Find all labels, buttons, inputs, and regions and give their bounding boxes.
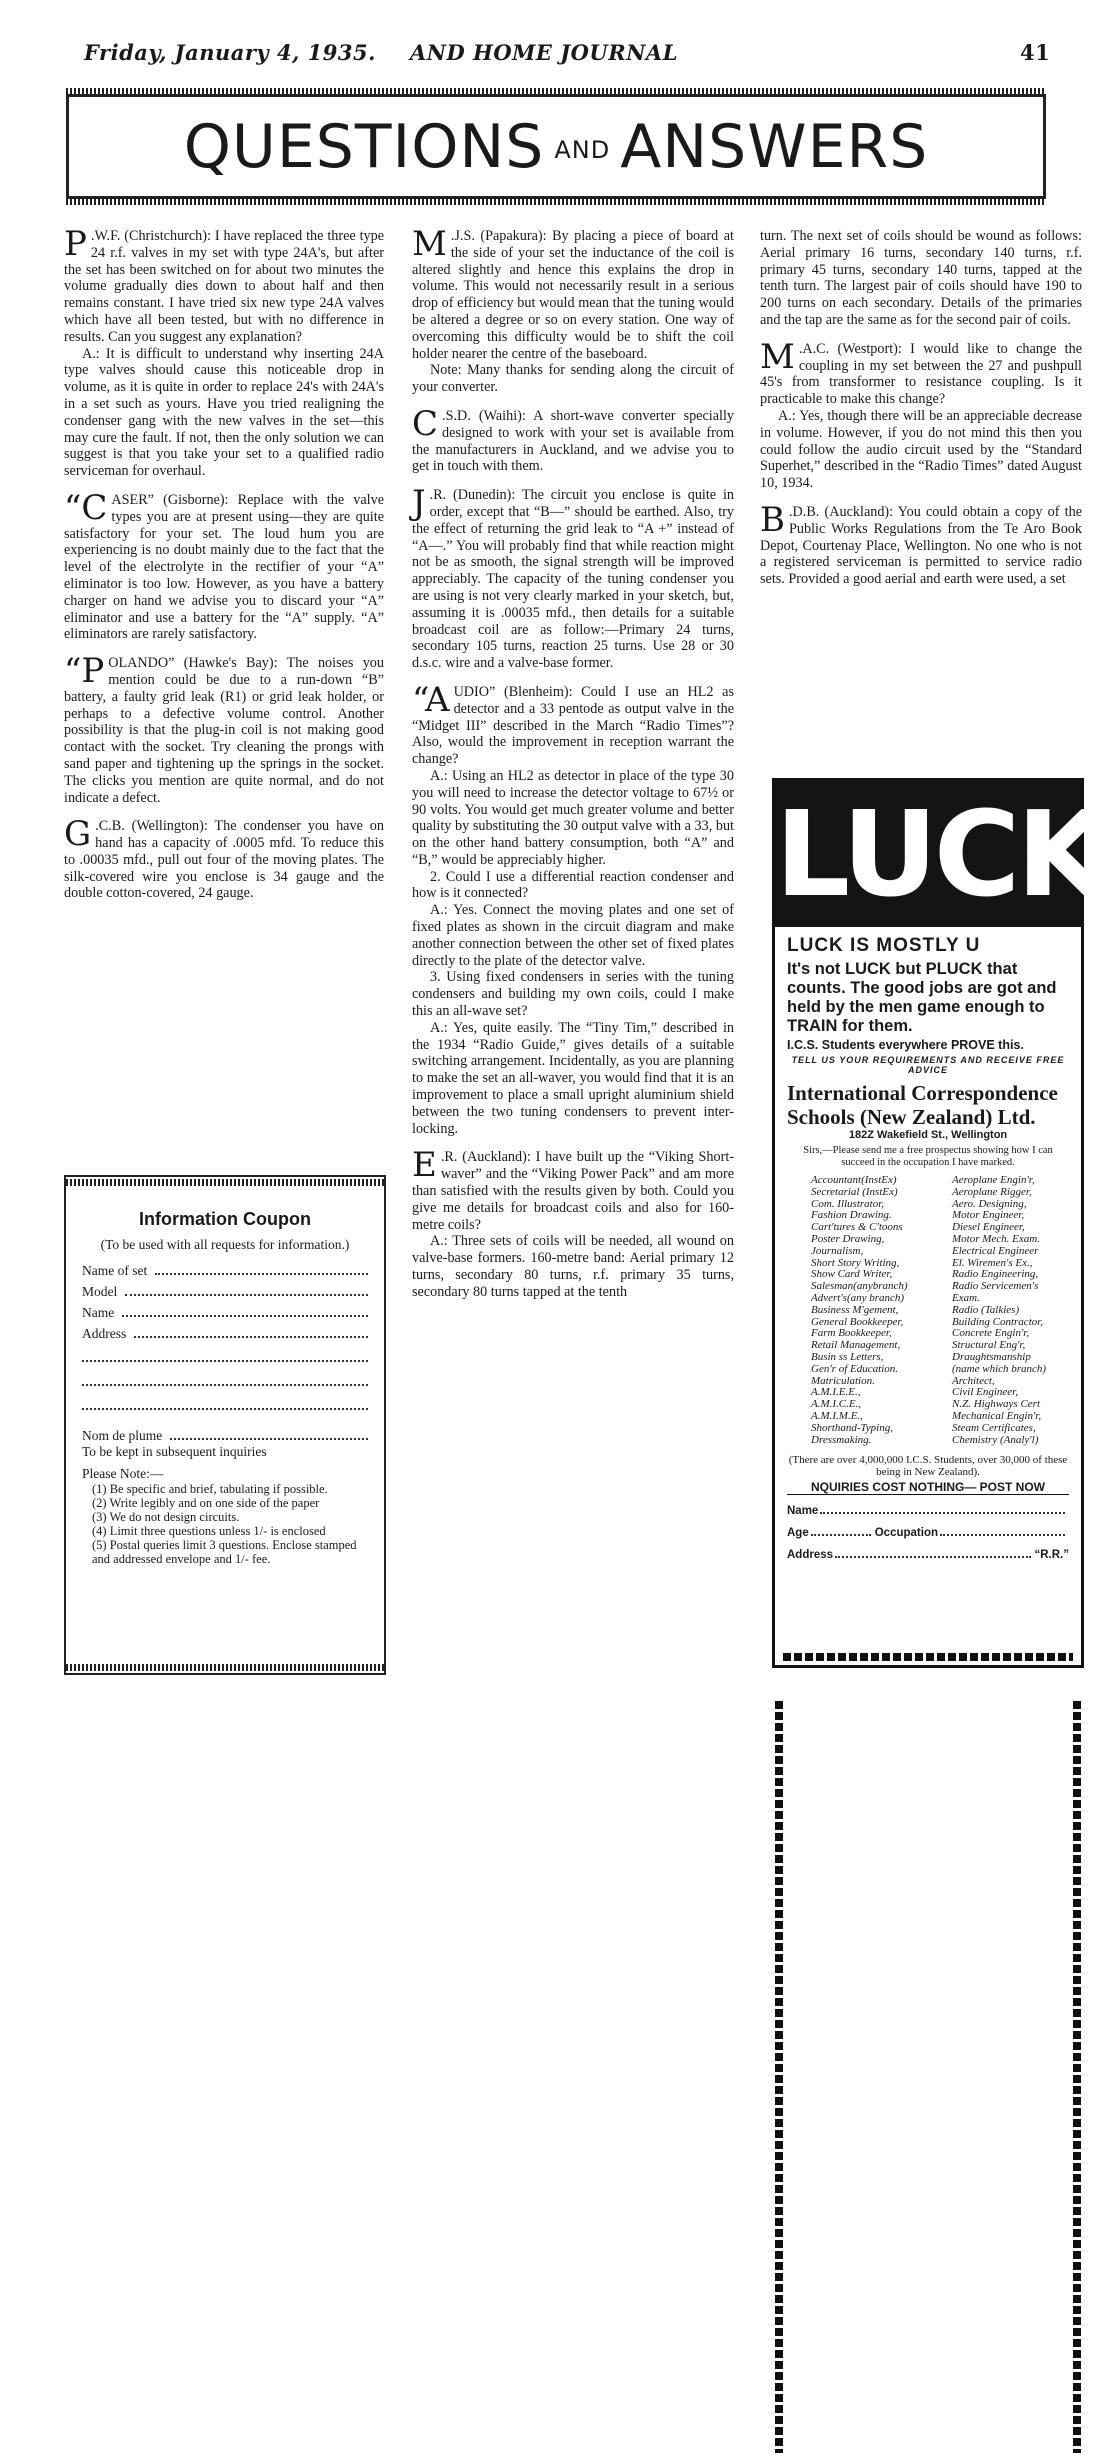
coupon-subtitle: (To be used with all requests for information.) [100,1237,350,1252]
banner-word-questions: QUESTIONS [183,111,545,182]
drop-cap: M [760,336,795,377]
coupon-note: (3) We do not design circuits. [92,1510,240,1524]
course-option[interactable]: Radio Servicemen's [952,1280,1039,1293]
model-field[interactable]: Model [82,1284,368,1300]
banner-word-answers: ANSWERS [620,111,929,182]
course-option[interactable]: Busin ss Letters, [811,1350,884,1363]
drop-cap: E [412,1145,437,1186]
coupon-note: (2) Write legibly and on one side of the paper [92,1496,320,1510]
course-option[interactable]: Journalism, [811,1244,864,1257]
answer-text: A.: Yes, though there will be an appreciable decrease in volume. However, if you do not mind this then you could follow the audio circuit used by the “Standard Superhet,” described in the “Radio Times” dated August 10, 1934. [760,407,1082,492]
issue-date: Friday, January 4, 1935. [84,40,376,65]
drop-cap: “P [64,651,105,692]
drop-cap: M [412,224,447,264]
ad-code: “R.R.” [1034,1549,1069,1562]
course-option[interactable]: Radio (Talkies) [952,1303,1020,1316]
course-option[interactable]: Chemistry (Analy'l) [952,1433,1039,1446]
course-option[interactable]: Show Card Writer, [811,1268,893,1281]
question-text: 2. Could I use a differential reaction condenser and how is it connected? [412,868,734,902]
address-line[interactable] [82,1384,368,1390]
note-text: Note: Many thanks for sending along the circuit of your converter. [412,362,734,396]
drop-cap: “A [412,679,450,720]
answer-text: A.: Using an HL2 as detector in place of the type 30 you will need to increase the detector voltage to 67½ or 90 volts. You would get much greater volume and better quality by substituting the 30 output valve with a 33, but on the other hand battery consumption, both “A” and “B,” would be appreciably higher. [412,767,734,868]
course-option[interactable]: Civil Engineer, [952,1386,1018,1399]
course-option[interactable]: Gen'r of Education. [811,1362,898,1375]
course-option[interactable]: (name which branch) [952,1362,1047,1375]
ad-advice: TELL US YOUR REQUIREMENTS AND RECEIVE FREE ADVICE [791,1055,1065,1075]
answer-text: ASER” (Gisborne): Replace with the valve types you are at present using—they are quite satisfactory for your set. The loud hum you are experiencing is no doubt mainly due to the fact that the level of the electrolyte in the rectifier of your “A” eliminator is too low. However, as you have a battery charger on hand we advise you to discard your “A” eliminator and use a battery for the “A” supply. “A” eliminators are rarely satisfactory. [64,491,384,643]
course-option[interactable]: Mechanical Engin'r, [952,1409,1042,1422]
course-option[interactable]: Concrete Engin'r, [952,1327,1030,1340]
course-option[interactable]: Draughtsmanship [952,1350,1031,1363]
luck-headline: LUCK [775,781,1081,927]
students-note: (There are over 4,000,000 I.C.S. Students, over 30,000 of these being in New Zealand). [788,1454,1068,1479]
course-option[interactable]: Retail Management, [811,1339,901,1352]
course-option[interactable]: Building Contractor, [952,1315,1044,1328]
coupon-title: Information Coupon [139,1209,311,1229]
question-text: .A.C. (Westport): I would like to change the coupling in my set between the 27 and pushpull 45's from transformer to resistance coupling. Is it practicable to make this change? [760,340,1082,408]
school-address: 182Z Wakefield St., Wellington [848,1129,1008,1141]
ad-border-left [775,1701,783,2453]
course-option[interactable]: A.M.I.E.E., [811,1386,861,1399]
course-option[interactable]: Electrical Engineer [952,1244,1039,1257]
answer-text: .D.B. (Auckland): You could obtain a copy of the Public Works Regulations from the Te Aro Book Depot, Courtenay Place, Wellington. No one who is not a registered serviceman is permitted to service radio sets. Provided a good aerial and earth were used, a set [760,503,1082,588]
course-option[interactable]: Fashion Drawing. [811,1209,892,1222]
ics-advertisement [772,778,1104,1668]
column-1 [64,224,384,902]
enquiries-banner: NQUIRIES COST NOTHING— POST NOW [787,1480,1069,1495]
course-option[interactable]: El. Wiremen's Ex., [952,1256,1033,1269]
course-option[interactable]: Dressmaking. [811,1433,872,1446]
course-option[interactable]: Salesman(anybranch) [811,1280,908,1293]
ad-name-field[interactable]: Name [787,1505,1069,1517]
address-field[interactable]: Address [82,1326,368,1342]
course-option[interactable]: A.M.I.C.E., [811,1398,862,1411]
ad-address-field[interactable]: Address “R.R.” [787,1549,1069,1562]
prospectus-request: Sirs,—Please send me a free prospectus showing how I can succeed in the occupation I have marked. [803,1145,1053,1168]
address-line[interactable] [82,1408,368,1414]
course-option[interactable]: N.Z. Highways Cert [952,1398,1041,1411]
course-column-left [787,1175,928,1446]
drop-cap: B [760,499,785,540]
section-banner [66,94,1046,199]
course-option[interactable]: Motor Mech. Exam. [952,1232,1040,1245]
school-name: International Correspondence Schools (New Zealand) Ltd. [787,1081,1058,1129]
please-note-heading: Please Note:— [82,1466,164,1481]
course-column-right [928,1175,1069,1446]
course-option[interactable]: Business M'gement, [811,1303,899,1316]
drop-cap: J [412,483,426,524]
publication-title: AND HOME JOURNAL [410,40,678,65]
answer-text: .J.S. (Papakura): By placing a piece of board at the side of your set the inductance of the coil is altered slightly and hence this explains the drop in volume. This would not necessarily result in a serious drop of efficiency but would mean that the tuning would be altered a degree or so on every station. One way of overcoming this difficulty would be to shift the coil holder nearer the centre of the baseboard. [412,228,734,362]
course-option[interactable]: Shorthand-Typing, [811,1421,893,1434]
banner-word-and: AND [554,135,611,164]
answer-text: .R. (Dunedin): The circuit you enclose is quite in order, except that “B—” should be earthed. Also, try the effect of returning the grid leak to “A +” instead of “A—.” You will probably find that while reaction might not be as smooth, the signal strength will be improved appreciably. The capacity of the tuning condenser you are using is not very clearly marked in your sketch, but, assuming it is .00035 mfd., then details for a suitable broadcast coil are as follow:—Primary 24 turns, secondary 105 turns, reaction 25 turns. Use 28 or 30 d.s.c. wire and a valve-base former. [412,487,734,672]
course-option[interactable]: Aeroplane Rigger, [952,1185,1032,1198]
coupon-note: (5) Postal queries limit 3 questions. Enclose stamped and addressed envelope and 1/- fee. [92,1538,357,1566]
course-option[interactable]: Aero. Designing, [952,1197,1027,1210]
coupon-note: (4) Limit three questions unless 1/- is enclosed [92,1524,326,1538]
course-option[interactable]: Farm Bookkeeper, [811,1327,892,1340]
nom-de-plume-field[interactable]: Nom de plume [82,1428,368,1444]
question-text: .W.F. (Christchurch): I have replaced the three type 24 r.f. valves in my set with type 24A's, but after the set has been switched on for about two minutes the volume gradually dies down to about half and then remains constant. I have tried six new type 24A valves which have all been tested, but with no difference in results. Can you suggest any explanation? [64,228,384,345]
column-2 [412,224,734,1301]
course-option[interactable]: Matriculation. [811,1374,875,1387]
column-3 [760,228,1082,588]
course-option[interactable]: Accountant(InstEx) [811,1174,897,1186]
course-option[interactable]: Advert's(any branch) [811,1291,905,1304]
course-option[interactable]: Structural Eng'r, [952,1339,1026,1352]
answer-text: A.: Three sets of coils will be needed, all wound on valve-base formers. 160-metre band: Aerial primary 12 turns, secondary 80 turns, r.f. primary 35 turns, secondary 80 turns tapped at the tenth [412,1233,734,1300]
name-field[interactable]: Name [82,1305,368,1321]
page-number: 41 [1020,40,1051,65]
course-option[interactable]: Diesel Engineer, [952,1221,1025,1234]
course-option[interactable]: Radio Engineering, [952,1268,1039,1281]
course-option[interactable]: Exam. [952,1291,980,1304]
course-option[interactable]: Aeroplane Engin'r, [952,1174,1035,1186]
drop-cap: “C [64,487,108,528]
address-line[interactable] [82,1360,368,1366]
course-option[interactable]: Cart'tures & C'toons [811,1221,903,1234]
ad-border-bottom [783,1653,1073,1661]
drop-cap: G [64,814,92,855]
ad-pitch: It's not LUCK but PLUCK that counts. The good jobs are got and held by the men game enough to TRAIN for them. [787,960,1057,1035]
answer-text: .S.D. (Waihi): A short-wave converter specially designed to work with your set is available from the manufacturers in Auckland, and we advise you to get in touch with them. [412,407,734,475]
course-option[interactable]: Steam Certificates, [952,1421,1036,1434]
course-option[interactable]: A.M.I.M.E., [811,1409,863,1422]
course-option[interactable]: Poster Drawing, [811,1232,885,1245]
name-of-set-field[interactable]: Name of set [82,1263,368,1279]
answer-text: OLANDO” (Hawke's Bay): The noises you mention could be due to a run-down “B” battery, a faulty grid leak (R1) or grid leak holder, or perhaps to a defective volume control. Another possibility is that the plug-in coil is not making good contact with the socket. Try cleaning the prongs with sand paper and tightening up the springs in the socket. The clicks you mention are quite normal, and do not indicate a defect. [64,655,384,806]
nom-de-plume-note: To be kept in subsequent inquiries [82,1444,267,1459]
question-text: UDIO” (Blenheim): Could I use an HL2 as detector and a 33 pentode as output valve in the “Midget III” described in the March “Radio Times”? Also, would the improvement in reception warrant the change? [412,683,734,768]
course-option[interactable]: Com. Illustrator, [811,1197,885,1210]
course-option[interactable]: Motor Engineer, [952,1209,1025,1222]
answer-text: .C.B. (Wellington): The condenser you have on hand has a capacity of .0005 mfd. To reduce this to .00035 mfd., pull out four of the moving plates. The silk-covered wire you enclose is 34 gauge and the double cotton-covered, 24 gauge. [64,818,384,902]
coupon-note: (1) Be specific and brief, tabulating if possible. [92,1482,328,1496]
answer-text: A.: Yes. Connect the moving plates and one set of fixed plates as shown in the circuit diagram and make another connection between the other set of fixed plates directly to the plate of the detector valve. [412,902,734,969]
drop-cap: P [64,224,87,264]
course-option[interactable]: Secretarial (InstEx) [811,1185,898,1198]
course-option[interactable]: General Bookkeeper, [811,1315,904,1328]
question-text: .R. (Auckland): I have built up the “Viking Short-waver” and the “Viking Power Pack” and am more than satisfied with the results given by both. Could you give me details for broadcast coils and also for 160-metre coils? [412,1149,734,1233]
course-option[interactable]: Short Story Writing, [811,1256,900,1269]
ad-age-occupation-field[interactable]: Age Occupation [787,1527,1069,1539]
question-text: 3. Using fixed condensers in series with the tuning condensers and building my own coils, could I make this an all-wave set? [412,969,734,1020]
answer-text: A.: Yes, quite easily. The “Tiny Tim,” described in the 1934 “Radio Guide,” gives details of a suitable switching arrangement. Incidentally, as you are planning to make the set an all-waver, you would find that it is an improvement to place a small upright aluminium shield between the two tuning condensers to prevent inter-locking. [412,1019,734,1137]
ad-border-right [1073,1701,1081,2453]
answer-text: A.: It is difficult to understand why inserting 24A type valves should cause this noticeable drop in volume, as it is quite in order to replace 24's with 24A's in a set such as yours. Have you tried realigning the condenser gang with the new valves in the set—this may cure the fault. If not, then the only solution we can suggest is that you take your set to a qualified radio serviceman for overhaul. [64,345,384,480]
banner-title [183,111,929,182]
drop-cap: C [412,403,439,444]
answer-continuation: turn. The next set of coils should be wound as follows: Aerial primary 16 turns, secondary 140 turns, r.f. primary 45 turns, secondary 140 turns, tapped at the tenth turn. The largest pair of coils should have 190 to 200 turns on each secondary. Details of the primaries and the tap are the same as for the second pair of coils. [760,228,1082,328]
course-list [787,1175,1069,1446]
course-option[interactable]: Architect, [952,1374,995,1387]
ad-slogan: LUCK IS MOSTLY U [787,935,981,956]
ad-proof: I.C.S. Students everywhere PROVE this. [787,1038,1024,1052]
information-coupon [64,1175,386,1675]
